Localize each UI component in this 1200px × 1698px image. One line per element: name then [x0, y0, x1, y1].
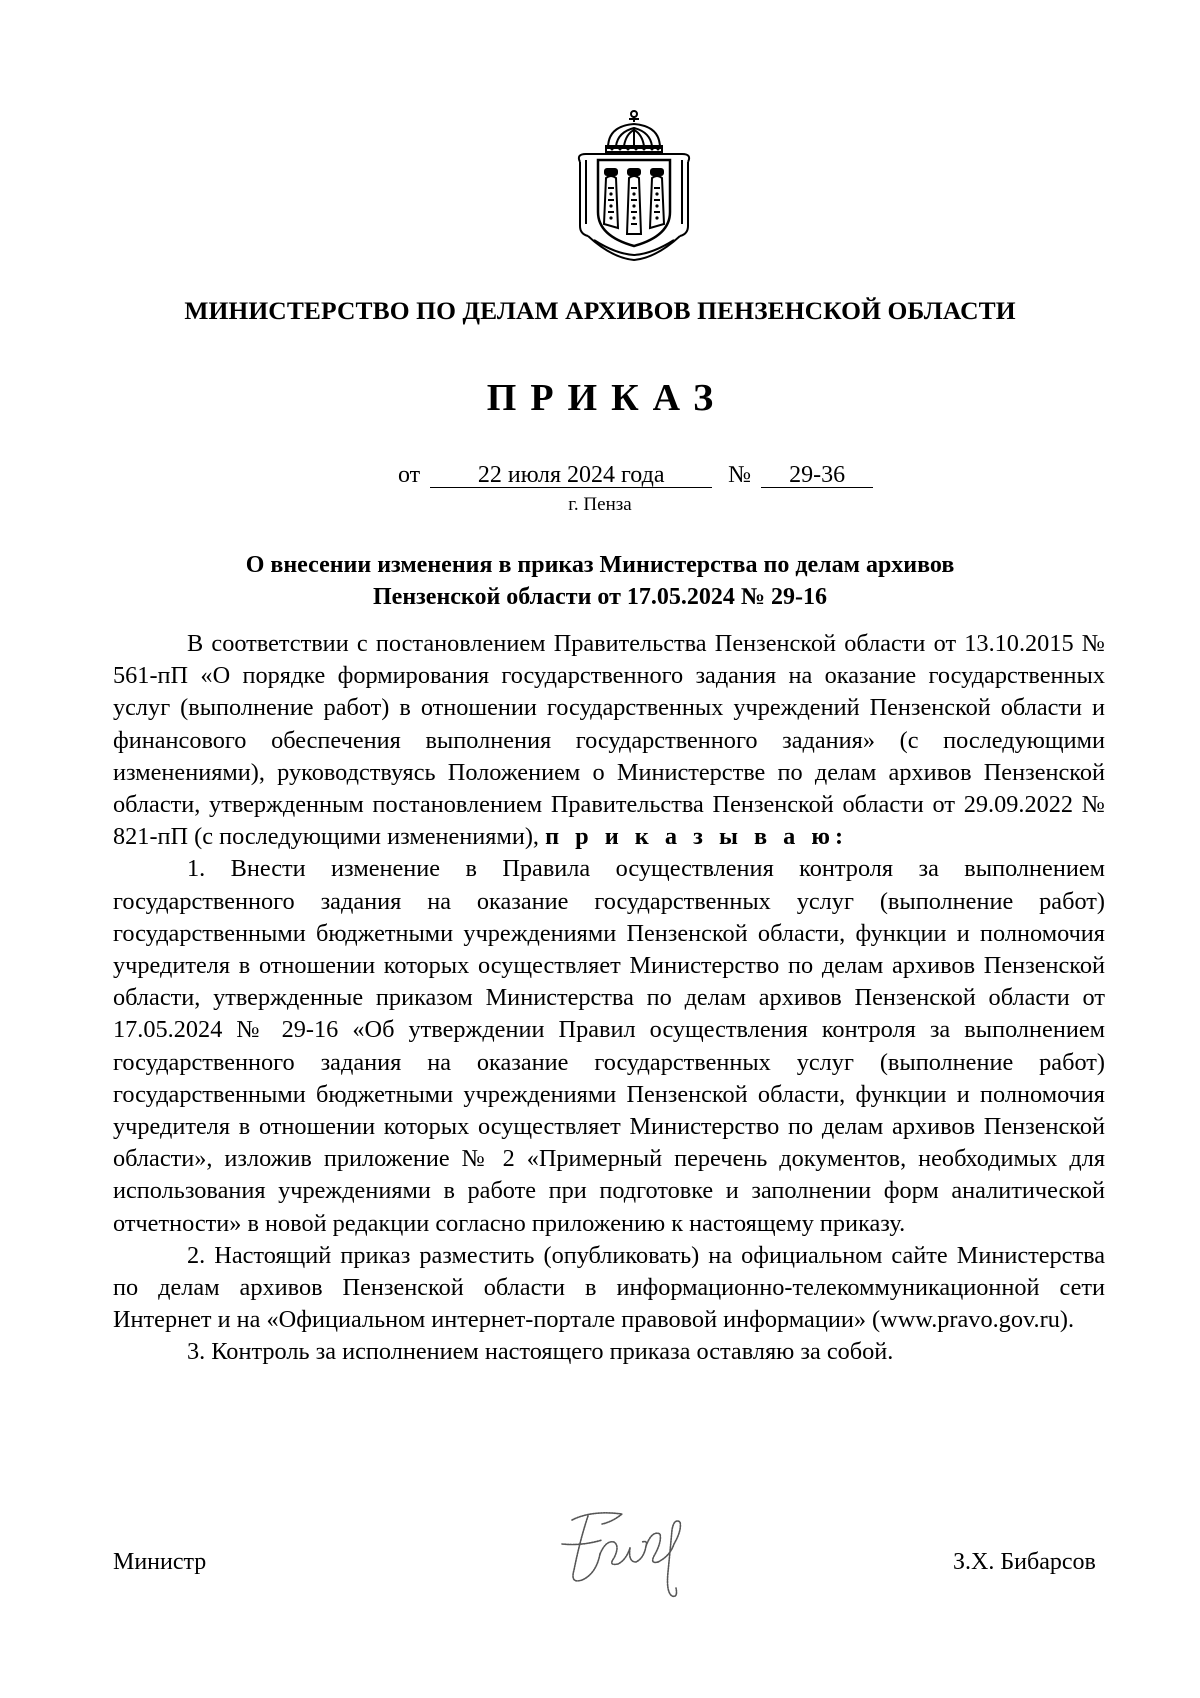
date-label: от: [398, 462, 421, 488]
preamble-text: В соответствии с постановлением Правительства Пензенской области от 13.10.2015 № 561-пП «О порядке формирования государственного задания на оказание государственных услуг (выполнение работ) в отношении государственных учреждений Пензенской области и финансового обеспечения выполнения государственного задания» (с последующими изменениями), руководствуясь Положением о Министерстве по делам архивов Пензенской области, утвержденным постановлением Правительства Пензенской области от 29.09.2022 № 821-пП (с последующими изменениями),: [113, 630, 1105, 851]
order-word: п р и к а з ы в а ю:: [545, 823, 849, 851]
date-number-line: [398, 462, 873, 489]
signatory-title: Министр: [113, 1549, 207, 1575]
city: г. Пенза: [568, 494, 632, 515]
coat-of-arms-icon: [572, 108, 696, 264]
subject-line-1: О внесении изменения в приказ Министерства по делам архивов: [245, 552, 955, 578]
order-number: 29-36: [761, 463, 873, 488]
order-body: [113, 628, 1105, 1369]
subject-line-2: Пензенской области от 17.05.2024 № 29-16: [373, 584, 827, 610]
ministry-name: МИНИСТЕРСТВО ПО ДЕЛАМ АРХИВОВ ПЕНЗЕНСКОЙ ОБЛАСТИ: [184, 296, 1016, 325]
item-2-paragraph: 2. Настоящий приказ разместить (опубликовать) на официальном сайте Министерства по делам архивов Пензенской области в информационно-телекоммуникационной сети Интернет и на «Официальном интернет-портале правовой информации» (www.pravo.gov.ru).: [113, 1241, 1105, 1334]
order-subject: [0, 549, 1200, 613]
document-type: ПРИКАЗ: [486, 377, 728, 419]
item-3-paragraph: 3. Контроль за исполнением настоящего приказа оставляю за собой.: [187, 1338, 894, 1366]
number-label: №: [728, 462, 752, 488]
preamble-paragraph: [113, 628, 1105, 853]
item-1-paragraph: 1. Внести изменение в Правила осуществления контроля за выполнением государственного задания на оказание государственных услуг (выполнение работ) государственными бюджетными учреждениями Пензенской области, функции и полномочия учредителя в отношении которых осуществляет Министерство по делам архивов Пензенской области, утвержденные приказом Министерства по делам архивов Пензенской области от 17.05.2024 № 29-16 «Об утверждении Правил осуществления контроля за выполнением государственного задания на оказание государственных услуг (выполнение работ) государственными бюджетными учреждениями Пензенской области, функции и полномочия учредителя в отношении которых осуществляет Министерство по делам архивов Пензенской области», изложив приложение № 2 «Примерный перечень документов, необходимых для использования учреждениями в работе при подготовке и заполнении форм аналитической отчетности» в новой редакции согласно приложению к настоящему приказу.: [113, 855, 1105, 1237]
signatory-name: З.Х. Бибарсов: [953, 1549, 1096, 1575]
order-date: 22 июля 2024 года: [430, 463, 712, 488]
handwritten-signature: [552, 1500, 712, 1610]
